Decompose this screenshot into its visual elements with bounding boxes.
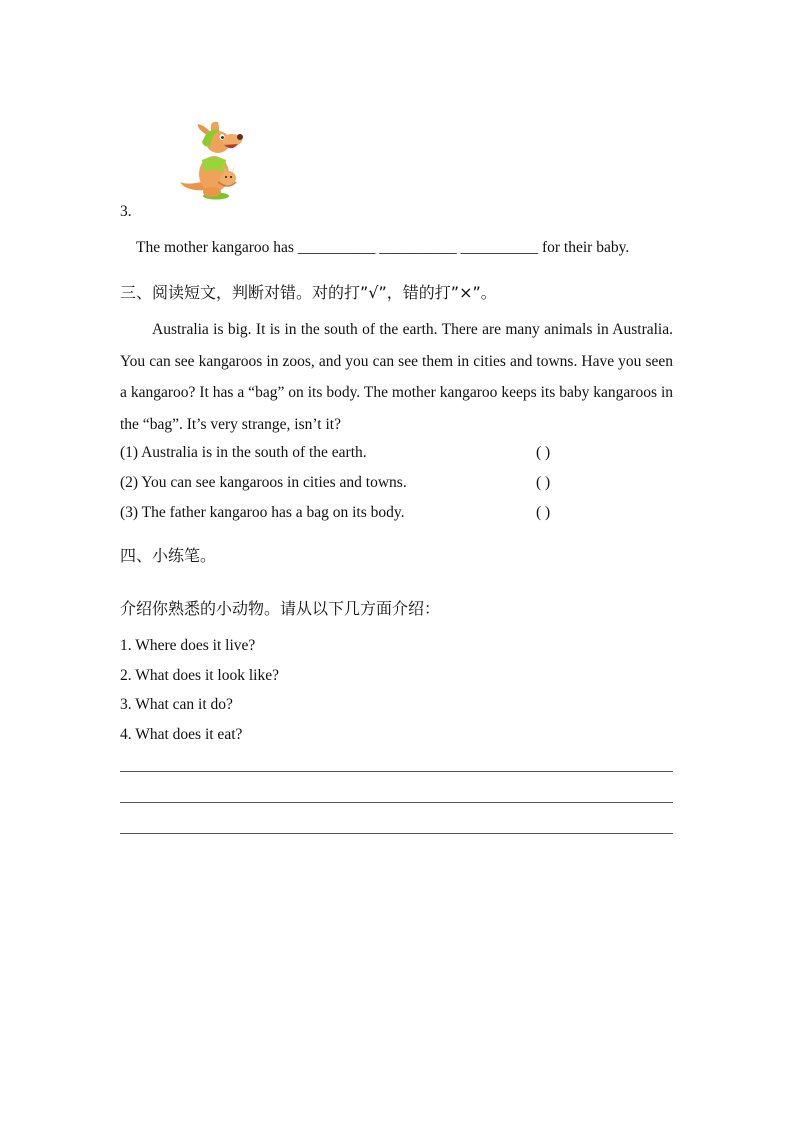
reading-passage: Australia is big. It is in the south of the earth. There are many animals in Australia. You can see kangaroos in zoos, and you can see them in cities and towns. Have you seen a kangaroo? It has a “bag” on its body. The mother kangaroo keeps its baby kangaroos in the “bag”. It’s very strange, isn’t it? <box>120 321 673 433</box>
statement: (3) The father kangaroo has a bag on its body. <box>120 504 405 521</box>
fill-in-sentence <box>136 239 629 257</box>
statement: (2) You can see kangaroos in cities and towns. <box>120 474 407 491</box>
writing-line[interactable] <box>120 833 673 834</box>
writing-instruction: 介绍你熟悉的小动物。请从以下几方面介绍： <box>120 599 441 618</box>
section-heading: 四、小练笔。 <box>120 546 217 565</box>
statement: (1) Australia is in the south of the earth. <box>120 444 367 461</box>
question-number: 3. <box>120 203 132 220</box>
answer-blank[interactable]: __________ <box>460 239 539 256</box>
writing-prompt: 1. Where does it live? <box>120 637 256 654</box>
kangaroo-icon <box>178 120 246 202</box>
answer-box[interactable]: ( ) <box>536 444 551 461</box>
writing-prompt: 2. What does it look like? <box>120 667 279 684</box>
writing-line[interactable] <box>120 771 673 772</box>
kangaroo-image <box>178 120 246 202</box>
writing-prompt: 4. What does it eat? <box>120 726 243 743</box>
sentence-start: The mother kangaroo has <box>136 239 294 256</box>
answer-box[interactable]: ( ) <box>536 504 551 521</box>
answer-blank[interactable]: __________ <box>297 239 376 256</box>
sentence-end: for their baby. <box>541 239 630 256</box>
answer-box[interactable]: ( ) <box>536 474 551 491</box>
answer-blank[interactable]: __________ <box>379 239 457 256</box>
writing-line[interactable] <box>120 802 673 803</box>
section-heading: 三、阅读短文，判断对错。对的打”√”，错的打”×”。 <box>120 283 497 302</box>
writing-prompt: 3. What can it do? <box>120 696 233 713</box>
